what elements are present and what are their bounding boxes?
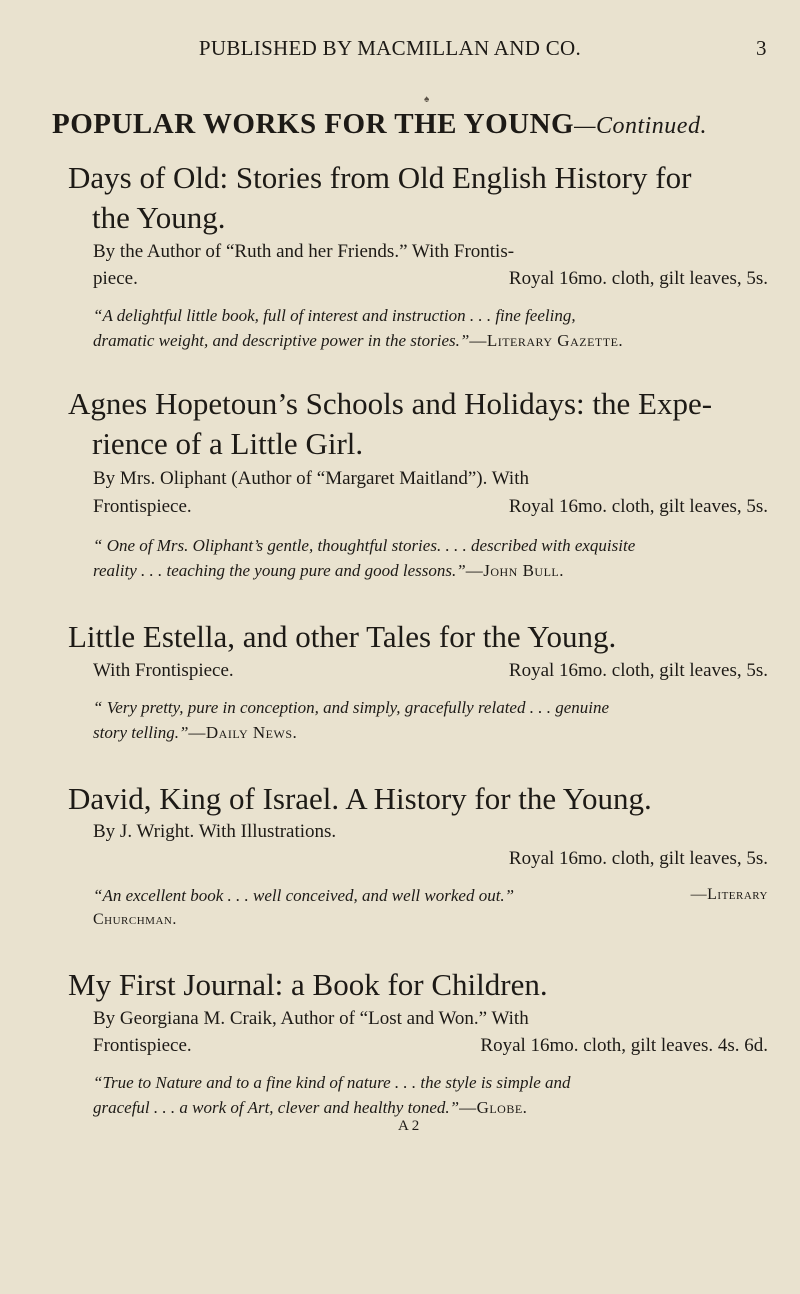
book-price: Royal 16mo. cloth, gilt leaves. 4s. 6d. — [480, 1035, 768, 1056]
book-description-line: By Georgiana M. Craik, Author of “Lost and Won.” With — [93, 1008, 529, 1029]
book-title: My First Journal: a Book for Children. — [68, 967, 548, 1002]
continued-label: —Continued. — [574, 113, 707, 139]
book-title: Agnes Hopetoun’s Schools and Holidays: the Expe- rience of a Little Girl. — [68, 386, 713, 461]
book-price: Royal 16mo. cloth, gilt leaves, 5s. — [508, 660, 768, 681]
signature-mark: A 2 — [398, 1118, 420, 1134]
review-quote: “True to Nature and to a fine kind of nature . . . the style is simple and — [93, 1073, 571, 1092]
book-title: David, King of Israel. A History for the Young. — [68, 781, 652, 816]
review-source: —Globe. — [459, 1098, 528, 1117]
review-quote: “A delightful little book, full of interest and instruction . . . fine feeling, — [93, 306, 576, 325]
ornament-mark: ♠ — [424, 94, 430, 105]
book-price: Royal 16mo. cloth, gilt leaves, 5s. — [508, 496, 768, 517]
book-description-line: By the Author of “Ruth and her Friends.” With Frontis- — [93, 241, 515, 262]
review-quote: “An excellent book . . . well conceived, and well worked out.” — [93, 886, 515, 905]
section-title — [52, 108, 772, 141]
book-description-line: Frontispiece. — [93, 496, 192, 517]
book-title: Little Estella, and other Tales for the Young. — [68, 619, 617, 654]
book-price: Royal 16mo. cloth, gilt leaves, 5s. — [508, 268, 768, 289]
review-quote: graceful . . . a work of Art, clever and healthy toned.”—Globe. — [93, 1098, 528, 1117]
page-number: 3 — [756, 36, 767, 60]
book-description-line: piece. — [93, 268, 138, 289]
book-description-line: By Mrs. Oliphant (Author of “Margaret Maitland”). With — [93, 468, 529, 489]
review-source: —Literary Gazette. — [469, 331, 624, 350]
review-source-continued: Churchman. — [93, 911, 177, 928]
book-price: Royal 16mo. cloth, gilt leaves, 5s. — [508, 848, 768, 869]
book-description-line: With Frontispiece. — [93, 660, 234, 681]
book-title: Days of Old: Stories from Old English History for the Young. — [68, 160, 692, 235]
review-quote: story telling.”—Daily News. — [93, 723, 298, 742]
review-quote: “ One of Mrs. Oliphant’s gentle, thoughtful stories. . . . described with exquisite — [93, 536, 636, 555]
review-source: —John Bull. — [465, 561, 564, 580]
review-source: —Daily News. — [188, 723, 298, 742]
review-quote: reality . . . teaching the young pure and good lessons.”—John Bull. — [93, 561, 564, 580]
running-head: PUBLISHED BY MACMILLAN AND CO. — [198, 36, 582, 60]
review-quote: dramatic weight, and descriptive power in the stories.”—Literary Gazette. — [93, 331, 624, 350]
book-description-line: Frontispiece. — [93, 1035, 192, 1056]
review-source: —Literary — [690, 886, 768, 903]
section-title-text: POPULAR WORKS FOR THE YOUNG — [52, 108, 575, 140]
book-description-line: By J. Wright. With Illustrations. — [93, 821, 337, 842]
review-quote: “ Very pretty, pure in conception, and simply, gracefully related . . . genuine — [93, 698, 610, 717]
